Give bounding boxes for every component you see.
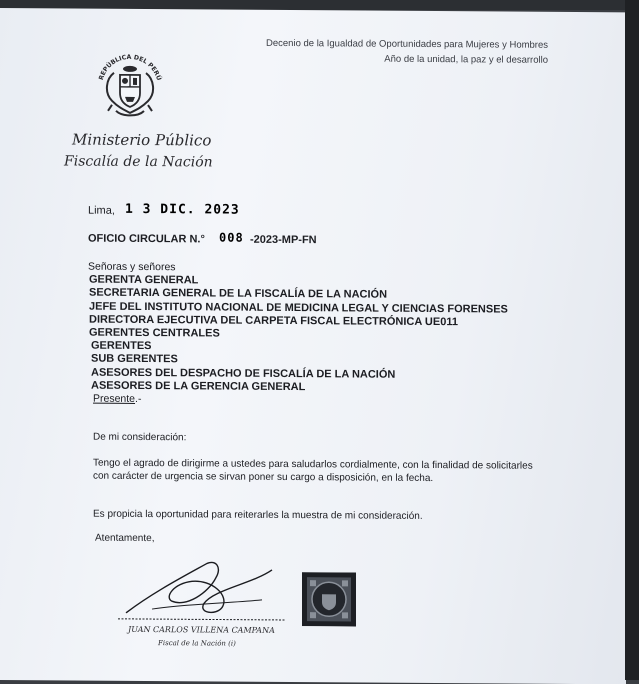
screen-bezel-right (625, 0, 639, 680)
circular-suffix: -2023-MP-FN (250, 234, 317, 246)
recipient-item: GERENTES CENTRALES (89, 327, 220, 340)
signer-name: JUAN CARLOS VILLENA CAMPANA (128, 625, 275, 635)
motto-line-1: Decenio de la Igualdad de Oportunidades para Mujeres y Hombres (266, 38, 548, 51)
recipient-item: GERENTES (91, 340, 152, 352)
recipient-item: JEFE DEL INSTITUTO NACIONAL DE MEDICINA LEGAL Y CIENCIAS FORENSES (89, 301, 508, 316)
recipient-item: SECRETARIA GENERAL DE LA FISCALÍA DE LA NACIÓN (89, 287, 387, 301)
date-stamp: 1 3 DIC. 2023 (125, 202, 240, 218)
body-paragraph-2: Es propicia la oportunidad para reiterarles la muestra de mi consideración. (93, 509, 423, 522)
motto-line-2: Año de la unidad, la paz y el desarrollo (384, 54, 548, 66)
recipient-item: GERENTA GENERAL (89, 274, 198, 287)
closing: Atentamente, (95, 533, 154, 544)
circular-prefix: OFICIO CIRCULAR N.° (88, 233, 205, 246)
document-page (0, 8, 626, 684)
signer-title: Fiscal de la Nación (i) (158, 639, 236, 648)
greeting: De mi consideración: (93, 432, 186, 444)
body-paragraph-1: Tengo el agrado de dirigirme a ustedes para saludarlos cordialmente, con la finalidad de solicitarles con carácter de urgencia se sirvan poner su cargo a disposición, en la fecha. (93, 457, 533, 486)
ministry-name: Ministerio Público (72, 131, 211, 150)
svg-text:REPÚBLICA DEL PERÚ: REPÚBLICA DEL PERÚ (98, 54, 164, 82)
presente-tail: .- (135, 393, 141, 405)
handwritten-signature (112, 549, 292, 630)
presente-line (93, 393, 141, 405)
circular-number: 008 (219, 231, 244, 245)
digital-signature-stamp (302, 572, 356, 626)
recipient-item: ASESORES DE LA GERENCIA GENERAL (91, 380, 305, 393)
recipient-item: DIRECTORA EJECUTIVA DEL CARPETA FISCAL ELECTRÓNICA UE011 (89, 314, 458, 329)
salutation: Señoras y señores (88, 261, 176, 274)
recipient-item: ASESORES DEL DESPACHO DE FISCALÍA DE LA NACIÓN (91, 367, 395, 381)
coat-of-arms-seal (92, 45, 168, 126)
presente-label: Presente (93, 393, 135, 405)
date-city: Lima, (88, 205, 115, 217)
recipient-item: SUB GERENTES (91, 353, 178, 366)
ministry-subtitle: Fiscalía de la Nación (64, 153, 213, 170)
